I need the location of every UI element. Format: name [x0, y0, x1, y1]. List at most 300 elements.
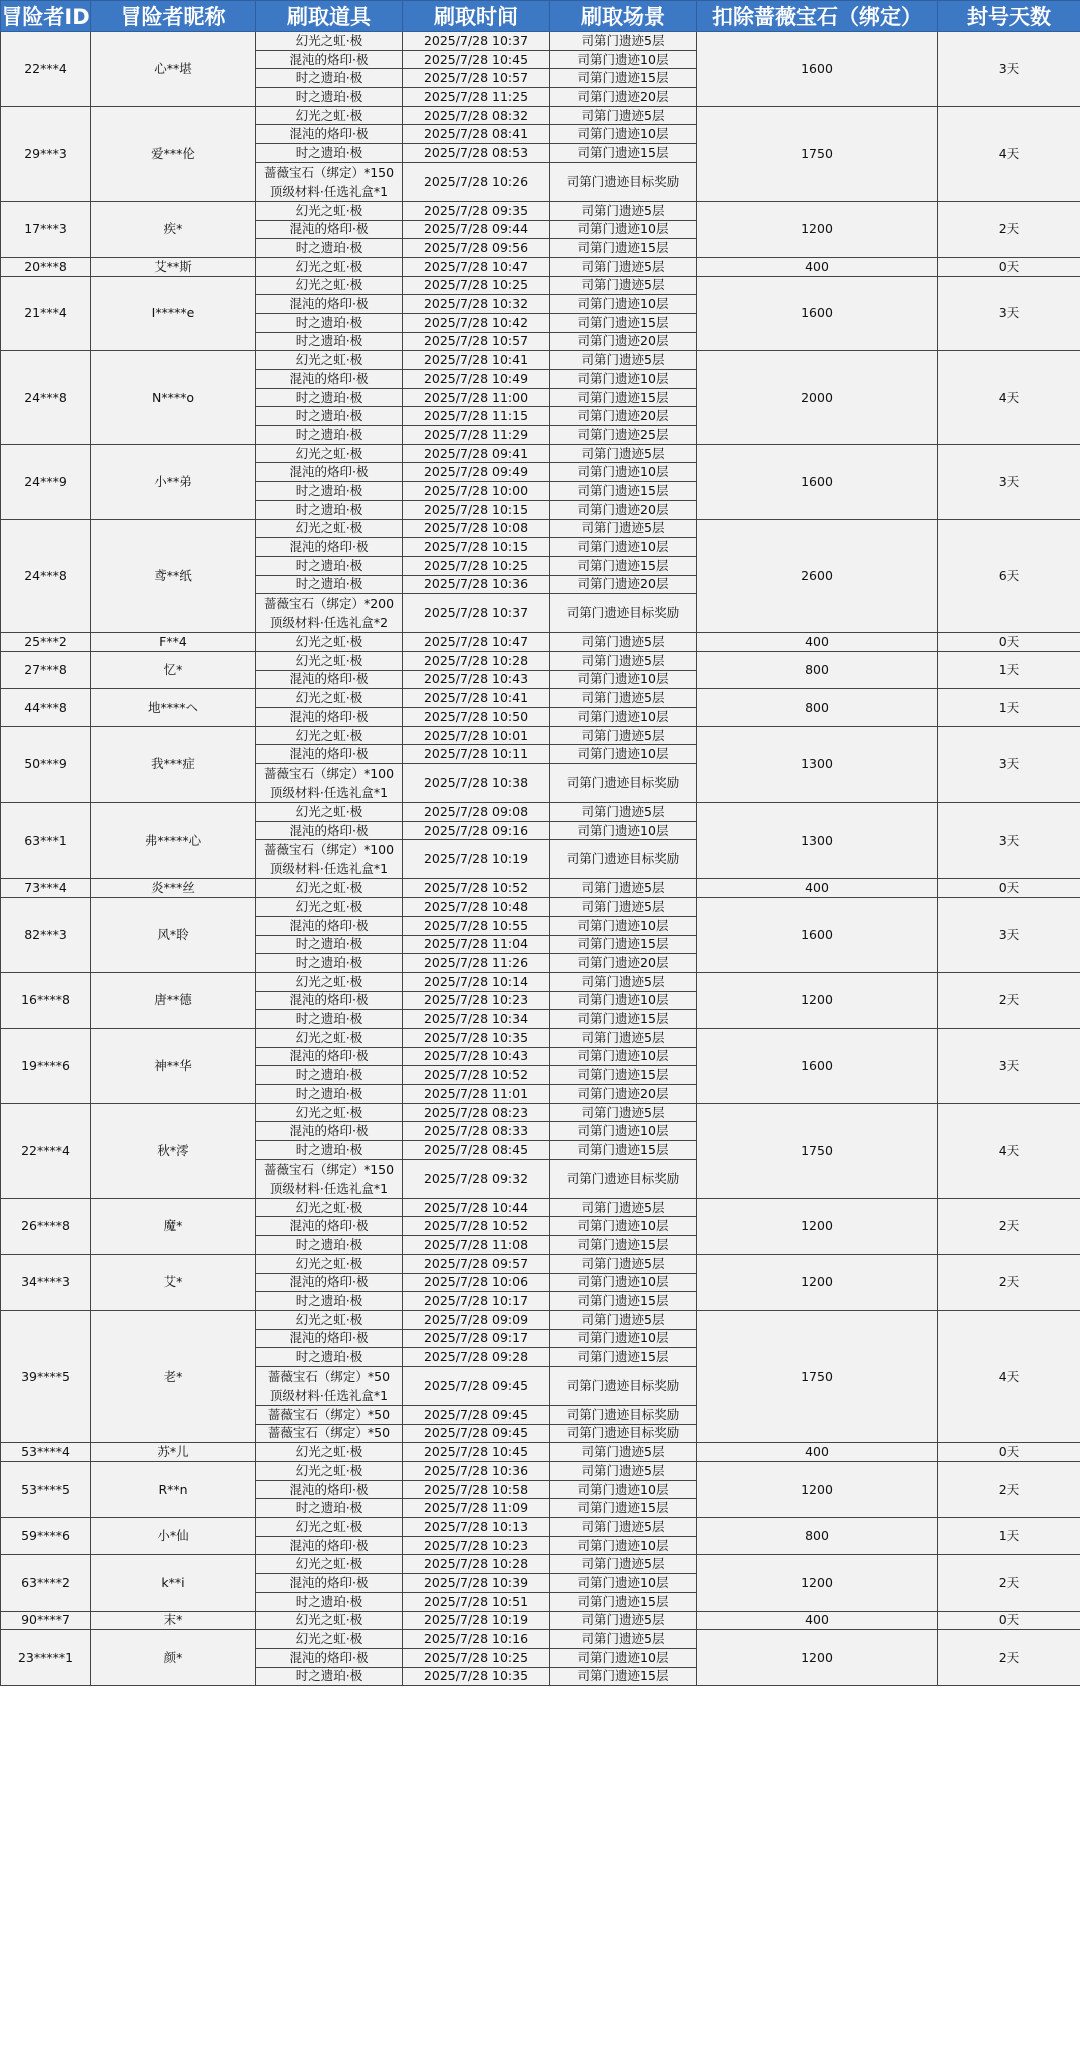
ban-days-cell: 4天	[938, 351, 1080, 444]
farmed-item-cell: 混沌的烙印·极	[256, 708, 403, 727]
ban-days-cell: 3天	[938, 444, 1080, 519]
farmed-scene-cell: 司第门遗迹10层	[550, 50, 697, 69]
farmed-time-cell: 2025/7/28 10:36	[403, 1462, 550, 1481]
ban-days-cell: 1天	[938, 1518, 1080, 1555]
farmed-time-cell: 2025/7/28 11:25	[403, 88, 550, 107]
ban-days-cell: 0天	[938, 633, 1080, 652]
farmed-time-cell: 2025/7/28 08:41	[403, 125, 550, 144]
table-row	[1, 1028, 1080, 1047]
farmed-time-cell: 2025/7/28 10:37	[403, 32, 550, 51]
adventurer-id-cell: 26****8	[1, 1198, 91, 1254]
farmed-item-cell: 幻光之虹·极	[256, 276, 403, 295]
farmed-scene-cell: 司第门遗迹目标奖励	[550, 840, 697, 879]
adventurer-nickname-cell: 炎***丝	[91, 879, 256, 898]
farmed-time-cell: 2025/7/28 08:32	[403, 106, 550, 125]
farmed-item-cell: 幻光之虹·极	[256, 726, 403, 745]
farmed-scene-cell: 司第门遗迹20层	[550, 954, 697, 973]
table-row	[1, 1630, 1080, 1649]
ban-days-cell: 4天	[938, 106, 1080, 201]
farmed-scene-cell: 司第门遗迹10层	[550, 670, 697, 689]
farmed-item-cell: 幻光之虹·极	[256, 879, 403, 898]
farmed-time-cell: 2025/7/28 10:41	[403, 689, 550, 708]
farmed-item-cell: 时之遗珀·极	[256, 426, 403, 445]
farmed-item-cell: 时之遗珀·极	[256, 1292, 403, 1311]
ban-days-cell: 4天	[938, 1310, 1080, 1442]
farmed-scene-cell: 司第门遗迹15层	[550, 1592, 697, 1611]
farmed-time-cell: 2025/7/28 10:43	[403, 670, 550, 689]
farmed-scene-cell: 司第门遗迹20层	[550, 88, 697, 107]
adventurer-nickname-cell: 心**堪	[91, 32, 256, 107]
table-row	[1, 257, 1080, 276]
adventurer-id-cell: 29***3	[1, 106, 91, 201]
farmed-time-cell: 2025/7/28 10:15	[403, 500, 550, 519]
farmed-time-cell: 2025/7/28 09:08	[403, 803, 550, 822]
farmed-scene-cell: 司第门遗迹目标奖励	[550, 1424, 697, 1443]
farmed-scene-cell: 司第门遗迹10层	[550, 1217, 697, 1236]
farmed-time-cell: 2025/7/28 09:16	[403, 821, 550, 840]
farmed-scene-cell: 司第门遗迹5层	[550, 651, 697, 670]
farmed-item-cell: 时之遗珀·极	[256, 1066, 403, 1085]
farmed-scene-cell: 司第门遗迹5层	[550, 1611, 697, 1630]
farmed-time-cell: 2025/7/28 10:32	[403, 295, 550, 314]
ban-days-cell: 3天	[938, 898, 1080, 973]
farmed-time-cell: 2025/7/28 08:23	[403, 1103, 550, 1122]
farmed-item-cell: 幻光之虹·极	[256, 1462, 403, 1481]
farmed-item-cell: 蔷薇宝石（绑定）*50	[256, 1405, 403, 1424]
farmed-time-cell: 2025/7/28 10:37	[403, 594, 550, 633]
ban-days-cell: 2天	[938, 1630, 1080, 1686]
farmed-item-cell: 幻光之虹·极	[256, 1310, 403, 1329]
farmed-item-cell: 幻光之虹·极	[256, 1103, 403, 1122]
farmed-item-cell: 幻光之虹·极	[256, 1555, 403, 1574]
ban-days-cell: 2天	[938, 972, 1080, 1028]
table-row	[1, 106, 1080, 125]
farmed-scene-cell: 司第门遗迹5层	[550, 201, 697, 220]
table-row	[1, 651, 1080, 670]
farmed-time-cell: 2025/7/28 09:57	[403, 1254, 550, 1273]
farmed-scene-cell: 司第门遗迹10层	[550, 1480, 697, 1499]
farmed-time-cell: 2025/7/28 10:41	[403, 351, 550, 370]
farmed-scene-cell: 司第门遗迹15层	[550, 1348, 697, 1367]
farmed-scene-cell: 司第门遗迹5层	[550, 444, 697, 463]
table-row	[1, 1254, 1080, 1273]
farmed-time-cell: 2025/7/28 10:06	[403, 1273, 550, 1292]
table-row	[1, 1518, 1080, 1537]
farmed-scene-cell: 司第门遗迹5层	[550, 879, 697, 898]
farmed-time-cell: 2025/7/28 10:14	[403, 972, 550, 991]
adventurer-id-cell: 19****6	[1, 1028, 91, 1103]
farmed-item-cell: 时之遗珀·极	[256, 332, 403, 351]
ban-days-cell: 0天	[938, 257, 1080, 276]
deducted-gems-cell: 1600	[697, 276, 938, 351]
header-farmed-item: 刷取道具	[256, 1, 403, 32]
farmed-item-cell: 蔷薇宝石（绑定）*50 顶级材料·任选礼盒*1	[256, 1366, 403, 1405]
farmed-item-cell: 时之遗珀·极	[256, 1141, 403, 1160]
farmed-item-cell: 时之遗珀·极	[256, 1348, 403, 1367]
adventurer-id-cell: 25***2	[1, 633, 91, 652]
farmed-item-cell: 幻光之虹·极	[256, 106, 403, 125]
farmed-item-cell: 幻光之虹·极	[256, 803, 403, 822]
farmed-item-cell: 时之遗珀·极	[256, 1592, 403, 1611]
farmed-time-cell: 2025/7/28 11:08	[403, 1236, 550, 1255]
farmed-scene-cell: 司第门遗迹10层	[550, 1574, 697, 1593]
adventurer-nickname-cell: 鸢**纸	[91, 519, 256, 633]
farmed-scene-cell: 司第门遗迹5层	[550, 1443, 697, 1462]
farmed-scene-cell: 司第门遗迹15层	[550, 1236, 697, 1255]
farmed-time-cell: 2025/7/28 10:11	[403, 745, 550, 764]
table-row	[1, 444, 1080, 463]
header-farmed-scene: 刷取场景	[550, 1, 697, 32]
deducted-gems-cell: 1600	[697, 1028, 938, 1103]
farmed-item-cell: 时之遗珀·极	[256, 313, 403, 332]
farmed-item-cell: 时之遗珀·极	[256, 388, 403, 407]
table-row	[1, 1555, 1080, 1574]
farmed-scene-cell: 司第门遗迹5层	[550, 1103, 697, 1122]
farmed-time-cell: 2025/7/28 10:17	[403, 1292, 550, 1311]
farmed-time-cell: 2025/7/28 10:45	[403, 50, 550, 69]
deducted-gems-cell: 400	[697, 1611, 938, 1630]
farmed-scene-cell: 司第门遗迹15层	[550, 935, 697, 954]
adventurer-nickname-cell: 唐**德	[91, 972, 256, 1028]
farmed-scene-cell: 司第门遗迹5层	[550, 1555, 697, 1574]
farmed-item-cell: 幻光之虹·极	[256, 201, 403, 220]
farmed-scene-cell: 司第门遗迹5层	[550, 106, 697, 125]
farmed-item-cell: 幻光之虹·极	[256, 257, 403, 276]
deducted-gems-cell: 1200	[697, 1198, 938, 1254]
farmed-item-cell: 幻光之虹·极	[256, 519, 403, 538]
ban-days-cell: 3天	[938, 32, 1080, 107]
table-row	[1, 276, 1080, 295]
farmed-scene-cell: 司第门遗迹10层	[550, 1273, 697, 1292]
adventurer-nickname-cell: 小*仙	[91, 1518, 256, 1555]
farmed-scene-cell: 司第门遗迹15层	[550, 556, 697, 575]
ban-days-cell: 0天	[938, 1611, 1080, 1630]
adventurer-nickname-cell: 末*	[91, 1611, 256, 1630]
farmed-time-cell: 2025/7/28 10:48	[403, 898, 550, 917]
farmed-time-cell: 2025/7/28 10:15	[403, 538, 550, 557]
farmed-scene-cell: 司第门遗迹15层	[550, 144, 697, 163]
deducted-gems-cell: 1200	[697, 201, 938, 257]
farmed-time-cell: 2025/7/28 10:42	[403, 313, 550, 332]
farmed-item-cell: 混沌的烙印·极	[256, 745, 403, 764]
farmed-scene-cell: 司第门遗迹目标奖励	[550, 162, 697, 201]
farmed-item-cell: 幻光之虹·极	[256, 1028, 403, 1047]
farmed-time-cell: 2025/7/28 10:52	[403, 879, 550, 898]
farmed-time-cell: 2025/7/28 09:32	[403, 1159, 550, 1198]
farmed-item-cell: 时之遗珀·极	[256, 500, 403, 519]
ban-days-cell: 2天	[938, 201, 1080, 257]
table-body	[1, 32, 1080, 1686]
farmed-scene-cell: 司第门遗迹5层	[550, 351, 697, 370]
farmed-item-cell: 混沌的烙印·极	[256, 1273, 403, 1292]
deducted-gems-cell: 1750	[697, 1310, 938, 1442]
adventurer-id-cell: 34****3	[1, 1254, 91, 1310]
farmed-item-cell: 幻光之虹·极	[256, 351, 403, 370]
header-adventurer-id: 冒险者ID	[1, 1, 91, 32]
farmed-time-cell: 2025/7/28 10:35	[403, 1667, 550, 1686]
farmed-item-cell: 幻光之虹·极	[256, 32, 403, 51]
farmed-time-cell: 2025/7/28 10:25	[403, 276, 550, 295]
deducted-gems-cell: 400	[697, 1443, 938, 1462]
farmed-time-cell: 2025/7/28 09:45	[403, 1424, 550, 1443]
table-row	[1, 351, 1080, 370]
farmed-time-cell: 2025/7/28 08:45	[403, 1141, 550, 1160]
farmed-scene-cell: 司第门遗迹10层	[550, 1329, 697, 1348]
farmed-item-cell: 蔷薇宝石（绑定）*100 顶级材料·任选礼盒*1	[256, 764, 403, 803]
farmed-scene-cell: 司第门遗迹5层	[550, 633, 697, 652]
adventurer-nickname-cell: k**i	[91, 1555, 256, 1611]
farmed-item-cell: 时之遗珀·极	[256, 954, 403, 973]
farmed-time-cell: 2025/7/28 10:19	[403, 840, 550, 879]
adventurer-nickname-cell: 魔*	[91, 1198, 256, 1254]
farmed-time-cell: 2025/7/28 10:44	[403, 1198, 550, 1217]
deducted-gems-cell: 1750	[697, 106, 938, 201]
farmed-time-cell: 2025/7/28 11:00	[403, 388, 550, 407]
farmed-scene-cell: 司第门遗迹目标奖励	[550, 1159, 697, 1198]
farmed-time-cell: 2025/7/28 10:38	[403, 764, 550, 803]
farmed-time-cell: 2025/7/28 10:47	[403, 633, 550, 652]
farmed-scene-cell: 司第门遗迹5层	[550, 1462, 697, 1481]
adventurer-id-cell: 63****2	[1, 1555, 91, 1611]
ban-days-cell: 3天	[938, 803, 1080, 879]
farmed-item-cell: 蔷薇宝石（绑定）*150 顶级材料·任选礼盒*1	[256, 162, 403, 201]
farmed-scene-cell: 司第门遗迹5层	[550, 1630, 697, 1649]
farmed-scene-cell: 司第门遗迹目标奖励	[550, 594, 697, 633]
farmed-time-cell: 2025/7/28 10:34	[403, 1010, 550, 1029]
ban-days-cell: 6天	[938, 519, 1080, 633]
farmed-item-cell: 时之遗珀·极	[256, 144, 403, 163]
deducted-gems-cell: 1600	[697, 444, 938, 519]
adventurer-nickname-cell: 风*聆	[91, 898, 256, 973]
farmed-time-cell: 2025/7/28 09:45	[403, 1366, 550, 1405]
farmed-scene-cell: 司第门遗迹15层	[550, 1141, 697, 1160]
farmed-time-cell: 2025/7/28 10:39	[403, 1574, 550, 1593]
farmed-item-cell: 时之遗珀·极	[256, 1010, 403, 1029]
adventurer-id-cell: 20***8	[1, 257, 91, 276]
farmed-time-cell: 2025/7/28 10:45	[403, 1443, 550, 1462]
farmed-scene-cell: 司第门遗迹10层	[550, 463, 697, 482]
farmed-time-cell: 2025/7/28 10:08	[403, 519, 550, 538]
farmed-scene-cell: 司第门遗迹15层	[550, 1499, 697, 1518]
farmed-time-cell: 2025/7/28 09:28	[403, 1348, 550, 1367]
farmed-item-cell: 混沌的烙印·极	[256, 1329, 403, 1348]
farmed-time-cell: 2025/7/28 10:28	[403, 1555, 550, 1574]
farmed-time-cell: 2025/7/28 09:35	[403, 201, 550, 220]
adventurer-nickname-cell: 老*	[91, 1310, 256, 1442]
ban-days-cell: 0天	[938, 879, 1080, 898]
farmed-scene-cell: 司第门遗迹5层	[550, 1198, 697, 1217]
deducted-gems-cell: 400	[697, 633, 938, 652]
farmed-scene-cell: 司第门遗迹目标奖励	[550, 764, 697, 803]
farmed-item-cell: 混沌的烙印·极	[256, 538, 403, 557]
header-deducted-gems: 扣除蔷薇宝石（绑定）	[697, 1, 938, 32]
farmed-item-cell: 混沌的烙印·极	[256, 125, 403, 144]
adventurer-id-cell: 53****4	[1, 1443, 91, 1462]
table-row	[1, 32, 1080, 51]
farmed-item-cell: 混沌的烙印·极	[256, 220, 403, 239]
farmed-scene-cell: 司第门遗迹10层	[550, 538, 697, 557]
deducted-gems-cell: 1300	[697, 803, 938, 879]
table-row	[1, 519, 1080, 538]
farmed-item-cell: 混沌的烙印·极	[256, 1574, 403, 1593]
farmed-item-cell: 混沌的烙印·极	[256, 1217, 403, 1236]
deducted-gems-cell: 1200	[697, 1555, 938, 1611]
adventurer-nickname-cell: 我***症	[91, 726, 256, 802]
adventurer-id-cell: 39****5	[1, 1310, 91, 1442]
farmed-time-cell: 2025/7/28 09:45	[403, 1405, 550, 1424]
farmed-item-cell: 时之遗珀·极	[256, 69, 403, 88]
ban-days-cell: 2天	[938, 1254, 1080, 1310]
farmed-time-cell: 2025/7/28 10:52	[403, 1217, 550, 1236]
ban-days-cell: 2天	[938, 1198, 1080, 1254]
deducted-gems-cell: 800	[697, 1518, 938, 1555]
table-row	[1, 898, 1080, 917]
deducted-gems-cell: 1200	[697, 1254, 938, 1310]
adventurer-id-cell: 22****4	[1, 1103, 91, 1198]
adventurer-id-cell: 21***4	[1, 276, 91, 351]
farmed-scene-cell: 司第门遗迹目标奖励	[550, 1366, 697, 1405]
farmed-scene-cell: 司第门遗迹15层	[550, 69, 697, 88]
farmed-time-cell: 2025/7/28 11:09	[403, 1499, 550, 1518]
farmed-scene-cell: 司第门遗迹20层	[550, 1085, 697, 1104]
farmed-scene-cell: 司第门遗迹10层	[550, 916, 697, 935]
farmed-item-cell: 混沌的烙印·极	[256, 670, 403, 689]
deducted-gems-cell: 800	[697, 689, 938, 726]
farmed-scene-cell: 司第门遗迹15层	[550, 1667, 697, 1686]
deducted-gems-cell: 800	[697, 651, 938, 688]
farmed-scene-cell: 司第门遗迹10层	[550, 1536, 697, 1555]
farmed-scene-cell: 司第门遗迹5层	[550, 1518, 697, 1537]
adventurer-nickname-cell: 弗*****心	[91, 803, 256, 879]
farmed-scene-cell: 司第门遗迹5层	[550, 726, 697, 745]
farmed-item-cell: 混沌的烙印·极	[256, 370, 403, 389]
farmed-time-cell: 2025/7/28 10:55	[403, 916, 550, 935]
farmed-item-cell: 时之遗珀·极	[256, 556, 403, 575]
adventurer-nickname-cell: 苏*儿	[91, 1443, 256, 1462]
ban-days-cell: 3天	[938, 276, 1080, 351]
deducted-gems-cell: 2600	[697, 519, 938, 633]
adventurer-nickname-cell: 疾*	[91, 201, 256, 257]
adventurer-id-cell: 23*****1	[1, 1630, 91, 1686]
table-row	[1, 1611, 1080, 1630]
farmed-item-cell: 幻光之虹·极	[256, 1254, 403, 1273]
farmed-scene-cell: 司第门遗迹5层	[550, 276, 697, 295]
header-adventurer-nickname: 冒险者昵称	[91, 1, 256, 32]
farmed-scene-cell: 司第门遗迹25层	[550, 426, 697, 445]
farmed-scene-cell: 司第门遗迹15层	[550, 239, 697, 258]
farmed-time-cell: 2025/7/28 10:25	[403, 1648, 550, 1667]
farmed-time-cell: 2025/7/28 08:53	[403, 144, 550, 163]
adventurer-id-cell: 22***4	[1, 32, 91, 107]
farmed-scene-cell: 司第门遗迹5层	[550, 1310, 697, 1329]
farmed-item-cell: 混沌的烙印·极	[256, 1480, 403, 1499]
farmed-scene-cell: 司第门遗迹10层	[550, 125, 697, 144]
table-row	[1, 1443, 1080, 1462]
farmed-scene-cell: 司第门遗迹10层	[550, 370, 697, 389]
farmed-item-cell: 时之遗珀·极	[256, 407, 403, 426]
deducted-gems-cell: 1750	[697, 1103, 938, 1198]
farmed-scene-cell: 司第门遗迹10层	[550, 821, 697, 840]
farmed-item-cell: 混沌的烙印·极	[256, 463, 403, 482]
farmed-time-cell: 2025/7/28 10:01	[403, 726, 550, 745]
farmed-time-cell: 2025/7/28 10:43	[403, 1047, 550, 1066]
adventurer-id-cell: 50***9	[1, 726, 91, 802]
adventurer-id-cell: 24***9	[1, 444, 91, 519]
farmed-scene-cell: 司第门遗迹15层	[550, 313, 697, 332]
deducted-gems-cell: 1200	[697, 1630, 938, 1686]
farmed-item-cell: 混沌的烙印·极	[256, 1122, 403, 1141]
deducted-gems-cell: 1200	[697, 1462, 938, 1518]
farmed-time-cell: 2025/7/28 11:15	[403, 407, 550, 426]
adventurer-nickname-cell: 秋*澪	[91, 1103, 256, 1198]
table-row	[1, 201, 1080, 220]
deducted-gems-cell: 2000	[697, 351, 938, 444]
adventurer-nickname-cell: 颜*	[91, 1630, 256, 1686]
farmed-scene-cell: 司第门遗迹20层	[550, 332, 697, 351]
farmed-scene-cell: 司第门遗迹10层	[550, 220, 697, 239]
deducted-gems-cell: 1300	[697, 726, 938, 802]
adventurer-nickname-cell: R**n	[91, 1462, 256, 1518]
adventurer-id-cell: 63***1	[1, 803, 91, 879]
table-row	[1, 1103, 1080, 1122]
ban-days-cell: 2天	[938, 1555, 1080, 1611]
farmed-item-cell: 时之遗珀·极	[256, 1236, 403, 1255]
farmed-time-cell: 2025/7/28 10:19	[403, 1611, 550, 1630]
farmed-item-cell: 混沌的烙印·极	[256, 991, 403, 1010]
farmed-scene-cell: 司第门遗迹5层	[550, 1028, 697, 1047]
farmed-time-cell: 2025/7/28 10:47	[403, 257, 550, 276]
farmed-item-cell: 幻光之虹·极	[256, 1518, 403, 1537]
farmed-scene-cell: 司第门遗迹5层	[550, 898, 697, 917]
table-row	[1, 689, 1080, 708]
table-row	[1, 803, 1080, 822]
farmed-scene-cell: 司第门遗迹目标奖励	[550, 1405, 697, 1424]
farmed-item-cell: 混沌的烙印·极	[256, 821, 403, 840]
table-header	[1, 1, 1080, 32]
farmed-scene-cell: 司第门遗迹20层	[550, 575, 697, 594]
farmed-time-cell: 2025/7/28 11:04	[403, 935, 550, 954]
adventurer-id-cell: 53****5	[1, 1462, 91, 1518]
ban-days-cell: 1天	[938, 689, 1080, 726]
table-row	[1, 1198, 1080, 1217]
farmed-item-cell: 幻光之虹·极	[256, 689, 403, 708]
farmed-scene-cell: 司第门遗迹15层	[550, 1292, 697, 1311]
farmed-time-cell: 2025/7/28 09:49	[403, 463, 550, 482]
farmed-item-cell: 幻光之虹·极	[256, 651, 403, 670]
adventurer-nickname-cell: 艾**斯	[91, 257, 256, 276]
farmed-scene-cell: 司第门遗迹20层	[550, 407, 697, 426]
farmed-item-cell: 蔷薇宝石（绑定）*200 顶级材料·任选礼盒*2	[256, 594, 403, 633]
farmed-time-cell: 2025/7/28 09:41	[403, 444, 550, 463]
farmed-time-cell: 2025/7/28 10:28	[403, 651, 550, 670]
deducted-gems-cell: 400	[697, 257, 938, 276]
farmed-time-cell: 2025/7/28 10:58	[403, 1480, 550, 1499]
adventurer-nickname-cell: 神**华	[91, 1028, 256, 1103]
header-farmed-time: 刷取时间	[403, 1, 550, 32]
farmed-scene-cell: 司第门遗迹5层	[550, 972, 697, 991]
farmed-scene-cell: 司第门遗迹5层	[550, 1254, 697, 1273]
farmed-time-cell: 2025/7/28 10:00	[403, 482, 550, 501]
farmed-time-cell: 2025/7/28 10:49	[403, 370, 550, 389]
farmed-scene-cell: 司第门遗迹15层	[550, 1010, 697, 1029]
farmed-scene-cell: 司第门遗迹5层	[550, 257, 697, 276]
farmed-time-cell: 2025/7/28 10:25	[403, 556, 550, 575]
farmed-item-cell: 幻光之虹·极	[256, 444, 403, 463]
adventurer-nickname-cell: N****o	[91, 351, 256, 444]
farmed-scene-cell: 司第门遗迹5层	[550, 689, 697, 708]
adventurer-id-cell: 90****7	[1, 1611, 91, 1630]
farmed-item-cell: 混沌的烙印·极	[256, 295, 403, 314]
